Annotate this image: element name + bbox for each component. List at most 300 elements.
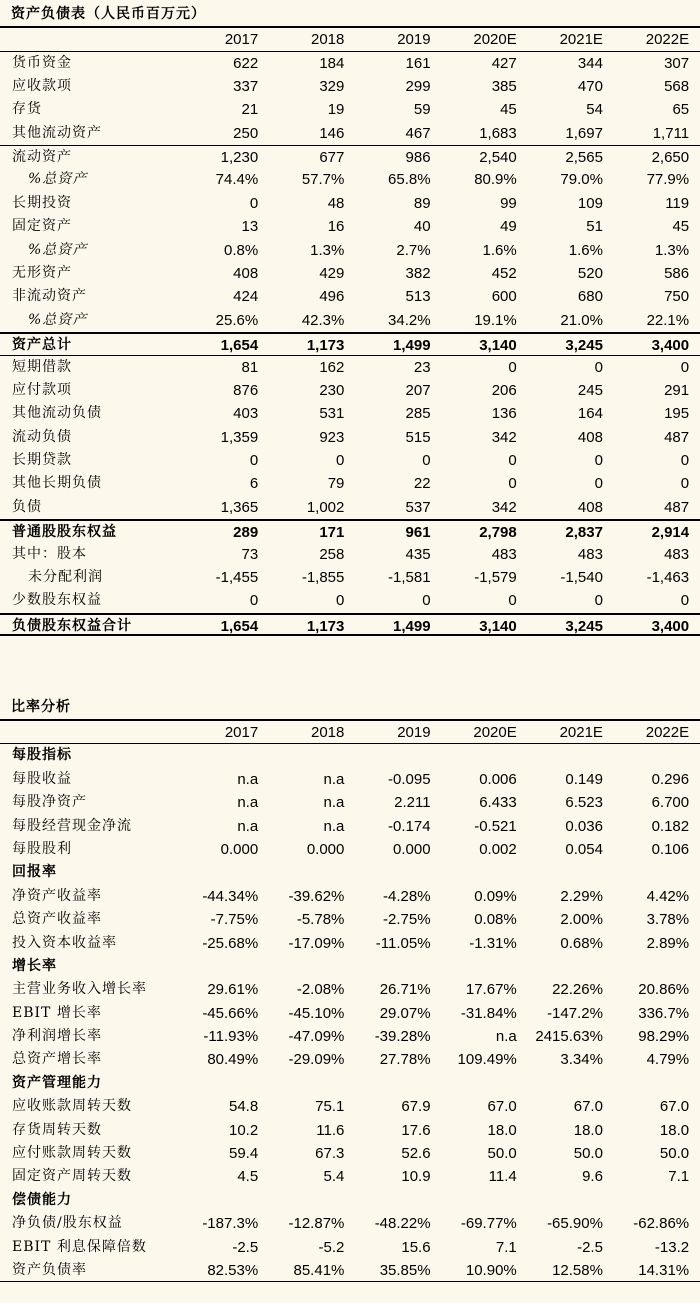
cell-value: 622 [233, 55, 259, 73]
cell-value: 12.58% [552, 1261, 603, 1279]
cell-value: 0 [249, 592, 259, 610]
cell-value: 435 [405, 545, 431, 563]
cell-value: 408 [577, 498, 603, 516]
row-label: %总资产 [28, 241, 88, 258]
cell-value: 65 [672, 101, 690, 119]
ratio-category-row [0, 744, 700, 767]
cell-value: 10.9 [401, 1168, 431, 1186]
cell-value: 67.3 [315, 1145, 345, 1163]
cell-value: 171 [319, 524, 345, 542]
cell-value: 403 [233, 405, 259, 423]
row-label: 长期投资 [12, 194, 72, 211]
cell-value: 0.182 [651, 817, 690, 835]
row-label: 偿债能力 [12, 1191, 72, 1208]
cell-value: 20.86% [638, 981, 690, 999]
cell-value: 467 [405, 124, 431, 142]
cell-empty [264, 1189, 350, 1212]
cell-value: -1,581 [388, 568, 431, 586]
cell-value: 195 [664, 405, 690, 423]
ratio-category-row [0, 1189, 700, 1212]
cell-value: 291 [664, 381, 690, 399]
cell-value: 9.6 [582, 1168, 603, 1186]
cell-empty [523, 744, 609, 767]
cell-value: 136 [491, 405, 517, 423]
balance-sheet-table [0, 0, 700, 636]
row-label: 短期借款 [12, 359, 72, 376]
balance-sheet-row [0, 215, 700, 238]
cell-value: 299 [405, 77, 431, 95]
cell-value: 3,400 [651, 337, 690, 355]
cell-empty [350, 1189, 436, 1212]
ratio-row [0, 908, 700, 931]
cell-value: 2,798 [479, 524, 517, 542]
cell-value: 250 [233, 124, 259, 142]
row-label: 固定资产周转天数 [12, 1168, 132, 1185]
cell-value: 11.4 [488, 1168, 517, 1186]
cell-value: -2.5 [577, 1238, 603, 1256]
cell-value: 5.4 [323, 1168, 345, 1186]
row-label: 净资产收益率 [12, 887, 102, 904]
cell-value: -2.5 [232, 1238, 259, 1256]
cell-value: 1.3% [654, 241, 690, 259]
cell-value: -1,540 [560, 568, 603, 586]
cell-value: 329 [319, 77, 345, 95]
cell-value: -0.521 [474, 817, 517, 835]
cell-value: 1,654 [220, 617, 259, 635]
cell-empty [350, 1072, 436, 1095]
row-label: 未分配利润 [28, 568, 103, 585]
balance-sheet-row [0, 332, 700, 355]
cell-value: 677 [319, 148, 345, 166]
cell-value: 483 [577, 545, 603, 563]
cell-value: 342 [491, 498, 517, 516]
ratio-analysis-table [0, 693, 700, 1282]
cell-value: -65.90% [547, 1215, 603, 1233]
cell-empty [437, 1072, 523, 1095]
cell-empty [350, 744, 436, 767]
cell-empty [523, 1189, 609, 1212]
cell-value: -48.22% [374, 1215, 431, 1233]
cell-empty [178, 1072, 264, 1095]
row-label: 回报率 [12, 864, 57, 881]
row-label: 固定资产 [12, 218, 72, 235]
row-label: 投入资本收益率 [12, 934, 117, 951]
balance-sheet-row [0, 472, 700, 495]
balance-sheet-row [0, 543, 700, 566]
row-label: 其中：股本 [12, 545, 87, 562]
cell-value: 427 [491, 55, 517, 73]
cell-value: 1.6% [568, 241, 603, 259]
cell-value: 1,230 [220, 148, 259, 166]
cell-value: 98.29% [638, 1028, 690, 1046]
cell-value: 35.85% [379, 1261, 431, 1279]
cell-value: 81 [241, 359, 259, 377]
balance-sheet-row [0, 613, 700, 636]
row-label: 其他流动负债 [12, 405, 102, 422]
row-label: 主营业务收入增长率 [12, 981, 147, 998]
row-label: %总资产 [28, 311, 88, 328]
cell-value: 1,697 [565, 124, 603, 142]
cell-value: 452 [491, 264, 517, 282]
cell-value: 45 [500, 101, 517, 119]
row-label: 每股股利 [12, 840, 72, 857]
cell-value: 10.2 [228, 1121, 259, 1139]
cell-value: 85.41% [293, 1261, 345, 1279]
cell-empty [609, 744, 695, 767]
cell-value: 0.149 [565, 770, 603, 788]
row-label: 负债 [12, 498, 42, 515]
ratio-row [0, 838, 700, 861]
ratio-category-row [0, 955, 700, 978]
cell-value: 16 [327, 218, 345, 236]
cell-value: 3,140 [479, 337, 517, 355]
row-label: 每股收益 [12, 770, 72, 787]
cell-value: 14.31% [638, 1261, 690, 1279]
cell-value: 82.53% [207, 1261, 259, 1279]
cell-value: 2018 [311, 31, 345, 48]
ratio-row [0, 1095, 700, 1118]
balance-sheet-row [0, 355, 700, 378]
cell-value: 0.000 [393, 840, 431, 858]
cell-value: 7.1 [668, 1168, 690, 1186]
cell-value: 0 [680, 452, 690, 470]
row-label: EBIT 增长率 [12, 1004, 102, 1021]
cell-value: 22 [413, 475, 431, 493]
cell-value: 520 [577, 264, 603, 282]
cell-value: 245 [577, 381, 603, 399]
ratio-row [0, 768, 700, 791]
cell-value: 230 [319, 381, 345, 399]
cell-value: -47.09% [288, 1028, 345, 1046]
balance-sheet-row [0, 75, 700, 98]
cell-value: 1,711 [652, 124, 690, 142]
cell-value: 146 [319, 124, 345, 142]
row-label: 每股经营现金净流 [12, 817, 132, 834]
row-label: 总资产收益率 [12, 911, 102, 928]
cell-value: 22.1% [646, 311, 690, 329]
cell-value: 424 [233, 288, 259, 306]
row-label [0, 28, 178, 51]
balance-sheet-row [0, 402, 700, 425]
row-label: 每股指标 [12, 747, 72, 764]
cell-value: 531 [319, 405, 345, 423]
row-label: 净负债/股东权益 [12, 1215, 123, 1232]
cell-value: 21 [241, 101, 259, 119]
row-label: 货币资金 [12, 55, 72, 72]
cell-empty [264, 1072, 350, 1095]
cell-value: -7.75% [210, 911, 259, 929]
balance-sheet-row [0, 519, 700, 542]
cell-empty [523, 861, 609, 884]
cell-value: -17.09% [288, 934, 345, 952]
row-label: 每股净资产 [12, 794, 87, 811]
cell-value: 0 [336, 452, 345, 470]
cell-value: 51 [586, 218, 603, 236]
cell-value: -12.87% [288, 1215, 345, 1233]
cell-value: 2,914 [651, 524, 690, 542]
cell-value: 2021E [559, 724, 603, 741]
cell-empty [609, 1189, 695, 1212]
cell-value: -5.2 [318, 1238, 345, 1256]
cell-value: 1,499 [393, 617, 431, 635]
cell-value: -69.77% [460, 1215, 517, 1233]
balance-sheet-row [0, 566, 700, 589]
balance-sheet-row [0, 449, 700, 472]
ratio-row [0, 1025, 700, 1048]
cell-value: -0.095 [388, 770, 431, 788]
cell-value: 65.8% [388, 171, 431, 189]
row-label: 流动负债 [12, 428, 72, 445]
cell-value: 19.1% [474, 311, 517, 329]
cell-value: 161 [405, 55, 431, 73]
cell-value: 0 [508, 475, 517, 493]
cell-value: 0 [680, 475, 690, 493]
cell-value: 59.4 [228, 1145, 259, 1163]
row-label: 净利润增长率 [12, 1028, 102, 1045]
balance-sheet-row [0, 379, 700, 402]
cell-value: 34.2% [388, 311, 431, 329]
row-label: 其他流动资产 [12, 124, 102, 141]
balance-sheet-row [0, 262, 700, 285]
cell-value: -31.84% [460, 1004, 517, 1022]
cell-value: 109.49% [457, 1051, 517, 1069]
cell-value: 385 [491, 77, 517, 95]
ratio-row [0, 978, 700, 1001]
cell-value: 27.78% [379, 1051, 431, 1069]
row-label: 总资产增长率 [12, 1051, 102, 1068]
cell-value: 0 [594, 452, 603, 470]
cell-value: 99 [500, 194, 517, 212]
cell-value: 2415.63% [535, 1028, 603, 1046]
cell-value: 586 [664, 264, 690, 282]
cell-value: -0.174 [388, 817, 431, 835]
cell-value: 0.68% [560, 934, 603, 952]
cell-value: 0 [508, 592, 517, 610]
row-label: 非流动资产 [12, 288, 87, 305]
cell-value: 2,565 [565, 148, 603, 166]
cell-value: 52.6 [401, 1145, 431, 1163]
cell-value: 206 [491, 381, 517, 399]
cell-value: 207 [405, 381, 431, 399]
cell-value: 0 [249, 452, 259, 470]
cell-value: -45.66% [202, 1004, 259, 1022]
cell-value: 2,540 [479, 148, 517, 166]
cell-value: 3.78% [646, 911, 690, 929]
cell-value: 2022E [645, 724, 690, 741]
ratio-row [0, 1142, 700, 1165]
cell-empty [437, 955, 523, 978]
cell-empty [264, 861, 350, 884]
cell-value: 67.0 [487, 1098, 517, 1116]
cell-empty [523, 1072, 609, 1095]
cell-value: 2.211 [394, 794, 431, 812]
cell-value: 80.9% [474, 171, 517, 189]
cell-value: -1,855 [301, 568, 345, 586]
cell-value: 2022E [645, 31, 690, 48]
cell-value: 6 [249, 475, 259, 493]
cell-value: 79.0% [560, 171, 603, 189]
cell-empty [178, 1189, 264, 1212]
cell-value: 1,683 [479, 124, 517, 142]
cell-value: 337 [233, 77, 259, 95]
cell-value: 750 [664, 288, 690, 306]
cell-value: n.a [323, 817, 345, 835]
ratio-category-row [0, 1072, 700, 1095]
cell-value: 986 [405, 148, 431, 166]
cell-value: 487 [664, 428, 690, 446]
cell-value: -45.10% [288, 1004, 345, 1022]
cell-value: 6.523 [565, 794, 603, 812]
cell-value: 109 [577, 194, 603, 212]
cell-value: 3,245 [565, 337, 603, 355]
cell-value: 40 [413, 218, 431, 236]
cell-value: 923 [319, 428, 345, 446]
cell-value: -4.28% [383, 887, 431, 905]
cell-value: 483 [664, 545, 690, 563]
cell-empty [437, 744, 523, 767]
cell-value: 515 [405, 428, 431, 446]
cell-value: 0.8% [223, 241, 259, 259]
cell-empty [350, 955, 436, 978]
balance-sheet-row [0, 168, 700, 191]
row-label: 应收账款周转天数 [12, 1098, 132, 1115]
cell-value: 1,654 [220, 337, 259, 355]
cell-value: 50.0 [487, 1145, 517, 1163]
cell-value: 513 [405, 288, 431, 306]
row-label: 无形资产 [12, 264, 72, 281]
cell-value: n.a [323, 770, 345, 788]
ratio-row [0, 932, 700, 955]
cell-value: -11.93% [203, 1028, 259, 1046]
cell-value: 67.0 [659, 1098, 690, 1116]
balance-sheet-row [0, 51, 700, 74]
cell-value: 408 [577, 428, 603, 446]
cell-value: 25.6% [215, 311, 259, 329]
balance-sheet-title: 资产负债表（人民币百万元） [0, 0, 700, 28]
cell-value: 49 [500, 218, 517, 236]
cell-value: 79 [327, 475, 345, 493]
cell-value: 18.0 [573, 1121, 603, 1139]
cell-value: 1.3% [310, 241, 345, 259]
cell-value: -25.68% [202, 934, 259, 952]
cell-value: 15.6 [401, 1238, 431, 1256]
row-label: 长期贷款 [12, 452, 72, 469]
cell-value: 2019 [397, 724, 431, 741]
cell-value: 74.4% [215, 171, 259, 189]
cell-value: 680 [577, 288, 603, 306]
cell-value: -1,579 [474, 568, 517, 586]
cell-value: 537 [405, 498, 431, 516]
balance-sheet-row [0, 239, 700, 262]
cell-value: 164 [577, 405, 603, 423]
cell-value: 470 [577, 77, 603, 95]
cell-value: 1,359 [220, 428, 259, 446]
cell-value: -5.78% [296, 911, 345, 929]
cell-value: 483 [491, 545, 517, 563]
cell-value: 0 [249, 194, 259, 212]
cell-value: 80.49% [207, 1051, 259, 1069]
cell-value: 0 [680, 359, 690, 377]
cell-value: 4.42% [646, 887, 690, 905]
ratio-row [0, 1048, 700, 1071]
cell-value: 3,140 [479, 617, 517, 635]
cell-value: 19 [327, 101, 345, 119]
cell-value: 162 [319, 359, 345, 377]
cell-value: 11.6 [316, 1121, 345, 1139]
ratio-row [0, 885, 700, 908]
cell-value: 4.5 [237, 1168, 259, 1186]
balance-sheet-row [0, 145, 700, 168]
cell-value: 119 [665, 194, 690, 212]
cell-value: 0 [508, 452, 517, 470]
cell-value: -2.75% [383, 911, 431, 929]
cell-value: 0 [594, 592, 603, 610]
cell-value: 496 [319, 288, 345, 306]
cell-value: n.a [323, 794, 345, 812]
cell-value: 342 [491, 428, 517, 446]
cell-value: 48 [327, 194, 345, 212]
cell-value: -187.3% [202, 1215, 259, 1233]
cell-value: 6.433 [479, 794, 517, 812]
cell-value: 42.3% [301, 311, 345, 329]
row-label: 应付款项 [12, 381, 72, 398]
cell-value: 67.0 [573, 1098, 603, 1116]
cell-value: 307 [664, 55, 690, 73]
cell-value: 2019 [397, 31, 431, 48]
row-label: EBIT 利息保障倍数 [12, 1238, 147, 1255]
cell-value: 10.90% [465, 1261, 517, 1279]
cell-value: 961 [405, 524, 431, 542]
cell-value: 1,173 [306, 617, 345, 635]
cell-value: 18.0 [487, 1121, 517, 1139]
cell-value: 67.9 [401, 1098, 431, 1116]
cell-value: 17.67% [465, 981, 517, 999]
ratio-row [0, 1236, 700, 1259]
cell-empty [350, 861, 436, 884]
cell-empty [178, 861, 264, 884]
row-label: 少数股东权益 [12, 592, 102, 609]
cell-value: 2,837 [565, 524, 603, 542]
cell-value: -29.09% [288, 1051, 345, 1069]
cell-empty [523, 955, 609, 978]
cell-empty [437, 861, 523, 884]
row-label [0, 721, 178, 743]
cell-value: 59 [413, 101, 431, 119]
cell-value: -13.2 [654, 1238, 690, 1256]
cell-value: -1.31% [469, 934, 517, 952]
cell-value: 7.1 [495, 1238, 517, 1256]
cell-value: 75.1 [315, 1098, 345, 1116]
cell-value: 0 [336, 592, 345, 610]
cell-value: n.a [237, 794, 259, 812]
cell-value: 1,002 [306, 498, 345, 516]
cell-value: 408 [233, 264, 259, 282]
cell-value: 0.000 [306, 840, 345, 858]
cell-value: 0 [594, 359, 603, 377]
cell-value: -39.62% [288, 887, 345, 905]
cell-value: 2017 [224, 724, 259, 741]
row-label: 资产管理能力 [12, 1074, 102, 1091]
ratio-row [0, 1259, 700, 1282]
cell-empty [609, 1072, 695, 1095]
cell-value: 0 [594, 475, 603, 493]
row-label: 普通股股东权益 [12, 524, 117, 541]
cell-value: 600 [491, 288, 517, 306]
cell-value: 3,245 [565, 617, 603, 635]
ratio-row [0, 1212, 700, 1235]
row-label: 流动资产 [12, 148, 72, 165]
ratio-row [0, 1119, 700, 1142]
